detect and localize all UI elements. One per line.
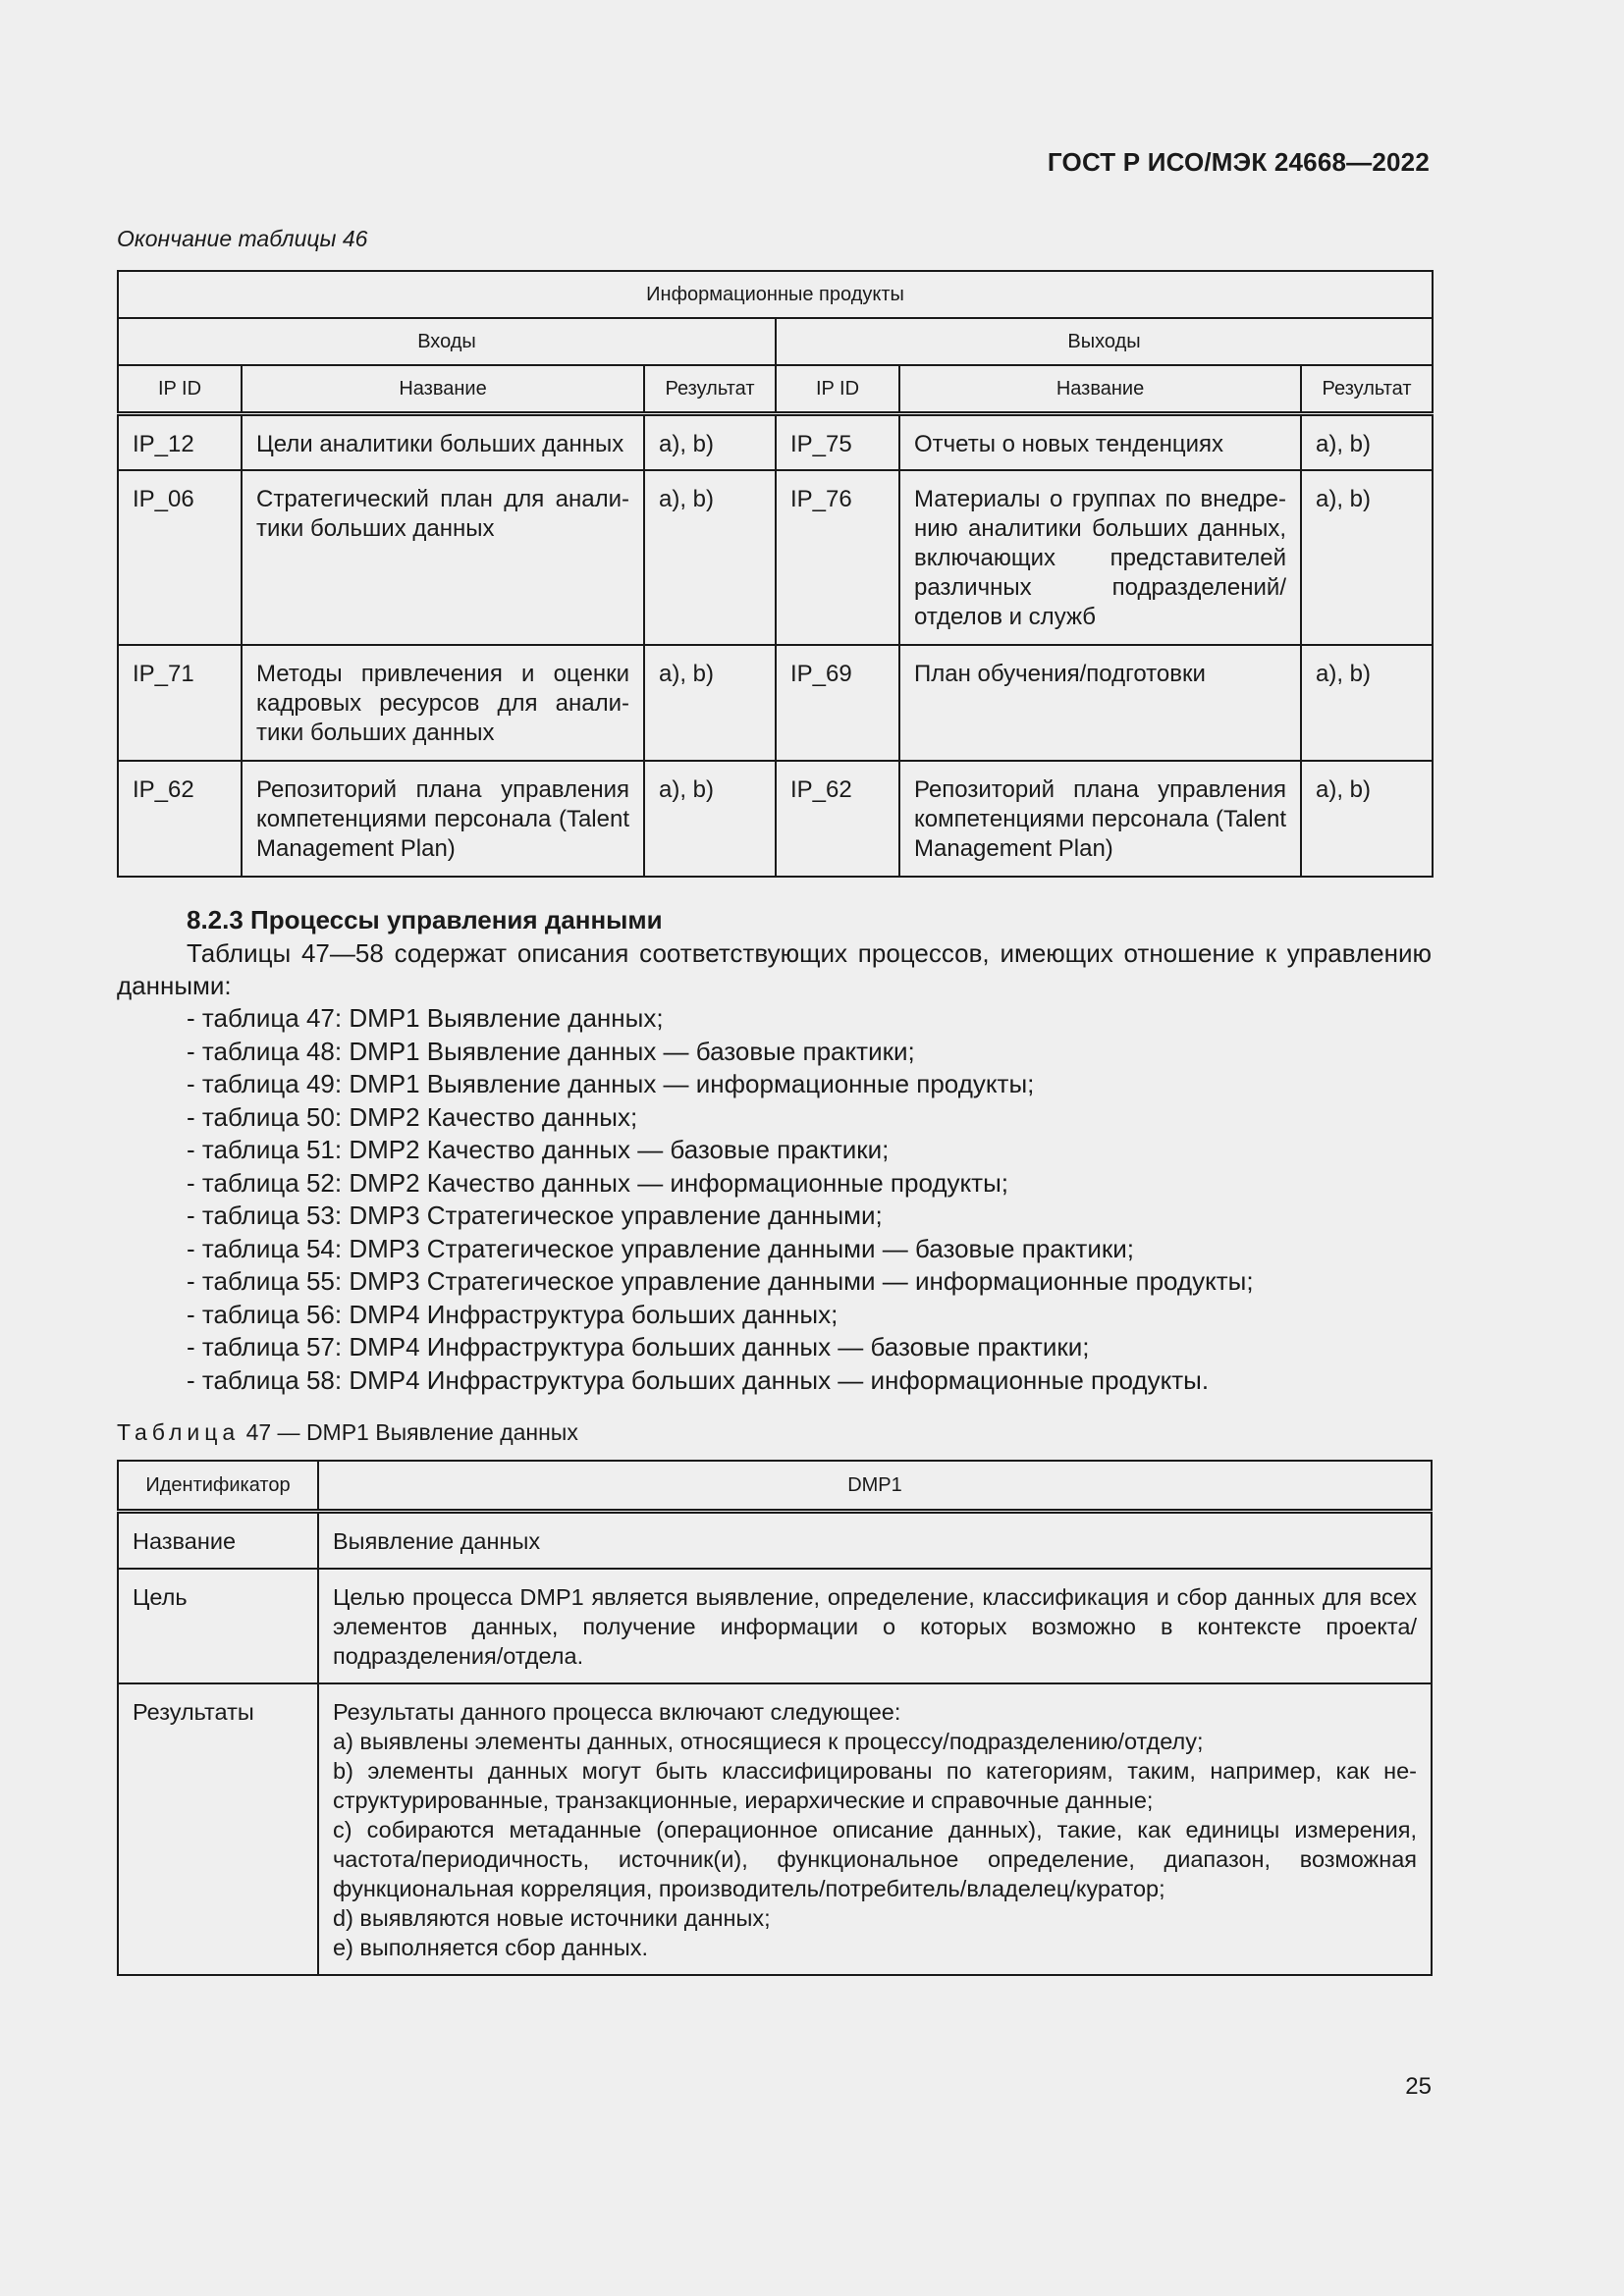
list-item: - таблица 55: DMP3 Стратегическое управление данными — информационные продукты; [187,1266,1254,1296]
identifier-header: Идентификатор [118,1461,318,1512]
table-46-title: Информационные продукты [118,271,1433,318]
list-item: - таблица 52: DMP2 Качество данных — информационные продукты; [187,1167,1008,1198]
input-result: a), b) [644,470,776,645]
table-47-caption-text: 47 — DMP1 Выявление данных [245,1419,578,1445]
table-list [187,1002,1254,1397]
table-row [118,1512,1432,1570]
results-line: d) выявляются новые источники данных; [333,1905,771,1931]
output-ip-id: IP_69 [776,645,899,761]
column-header: Результат [1301,365,1433,414]
list-item: - таблица 51: DMP2 Качество данных — базовые практики; [187,1135,890,1164]
input-name: Методы привлечения и оценки кадровых ресурсов для аналитики больших данных [242,645,644,761]
list-item: - таблица 48: DMP1 Выявление данных — базовые практики; [187,1036,915,1066]
section-intro: Таблицы 47—58 содержат описания соответствующих процессов, имеющих отношение к управлению данными: [117,938,1432,1000]
standard-header: ГОСТ Р ИСО/МЭК 24668—2022 [1047,147,1430,177]
column-header: Название [242,365,644,414]
output-result: a), b) [1301,645,1433,761]
row-label: Результаты [118,1683,318,1975]
output-result: a), b) [1301,414,1433,471]
output-name: Репозиторий плана управления компетенциями персонала (Talent Management Plan) [899,761,1301,877]
results-line: Результаты данного процесса включают следующее: [333,1699,901,1725]
outputs-header: Выходы [776,318,1433,365]
list-item: - таблица 49: DMP1 Выявление данных — информационные продукты; [187,1069,1035,1098]
table-row [118,1569,1432,1683]
output-result: a), b) [1301,761,1433,877]
table-47-caption-word: Таблица [117,1419,241,1445]
results-line: a) выявлены элементы данных, относящиеся к процессу/подразделению/отделу; [333,1729,1204,1754]
list-item: - таблица 54: DMP3 Стратегическое управление данными — базовые практики; [187,1233,1134,1263]
input-ip-id: IP_62 [118,761,242,877]
table-47-caption [117,1419,578,1446]
table-row [118,645,1433,761]
input-name: Репозиторий плана управления компетенциями персонала (Talent Management Plan) [242,761,644,877]
results-cell [318,1683,1432,1975]
column-header: IP ID [118,365,242,414]
column-header: IP ID [776,365,899,414]
input-ip-id: IP_12 [118,414,242,471]
list-item: - таблица 56: DMP4 Инфраструктура больших данных; [187,1299,839,1329]
table-row [118,470,1433,645]
inputs-header: Входы [118,318,776,365]
list-item: - таблица 53: DMP3 Стратегическое управление данными; [187,1201,883,1230]
page-number: 25 [1405,2073,1432,2100]
input-name: Цели аналитики больших данных [242,414,644,471]
output-name: План обучения/подготовки [899,645,1301,761]
table-row [118,1683,1432,1975]
results-line: c) собираются метаданные (операционное описание данных), такие, как единицы измерения, частота/периодичность, источник(и), функциональное определение, диапазон, возможная функциональная корреляция, производитель/потребитель/владелец/куратор; [333,1817,1417,1901]
output-name: Материалы о группах по внедрению аналитики больших данных, включающих представителей различных подразделений/ отделов и служб [899,470,1301,645]
column-header: Название [899,365,1301,414]
input-result: a), b) [644,645,776,761]
list-item: - таблица 50: DMP2 Качество данных; [187,1101,638,1132]
row-value: Выявление данных [318,1512,1432,1570]
output-name: Отчеты о новых тенденциях [899,414,1301,471]
input-ip-id: IP_06 [118,470,242,645]
list-item: - таблица 57: DMP4 Инфраструктура больших данных — базовые практики; [187,1332,1090,1362]
table-47 [117,1460,1433,1976]
output-ip-id: IP_75 [776,414,899,471]
input-name: Стратегический план для аналитики больших данных [242,470,644,645]
results-line: e) выполняется сбор данных. [333,1935,649,1960]
column-header: Результат [644,365,776,414]
row-value: Целью процесса DMP1 является выявление, определение, классификация и сбор данных для всех элементов данных, получение информации о которых возможно в контексте проекта/ подразделения/отдела. [318,1569,1432,1683]
list-item: - таблица 47: DMP1 Выявление данных; [187,1003,664,1033]
output-ip-id: IP_62 [776,761,899,877]
table-row [118,761,1433,877]
table-46-caption: Окончание таблицы 46 [117,226,368,251]
table-row [118,414,1433,471]
input-ip-id: IP_71 [118,645,242,761]
output-ip-id: IP_76 [776,470,899,645]
table-46 [117,270,1434,878]
row-label: Цель [118,1569,318,1683]
section-title: 8.2.3 Процессы управления данными [187,905,663,934]
input-result: a), b) [644,414,776,471]
results-line: b) элементы данных могут быть классифицированы по категориям, таким, например, как неструктурированные, транзакционные, иерархические и справочные данные; [333,1758,1417,1813]
input-result: a), b) [644,761,776,877]
output-result: a), b) [1301,470,1433,645]
identifier-value-header: DMP1 [318,1461,1432,1512]
list-item: - таблица 58: DMP4 Инфраструктура больших данных — информационные продукты. [187,1364,1210,1395]
row-label: Название [118,1512,318,1570]
